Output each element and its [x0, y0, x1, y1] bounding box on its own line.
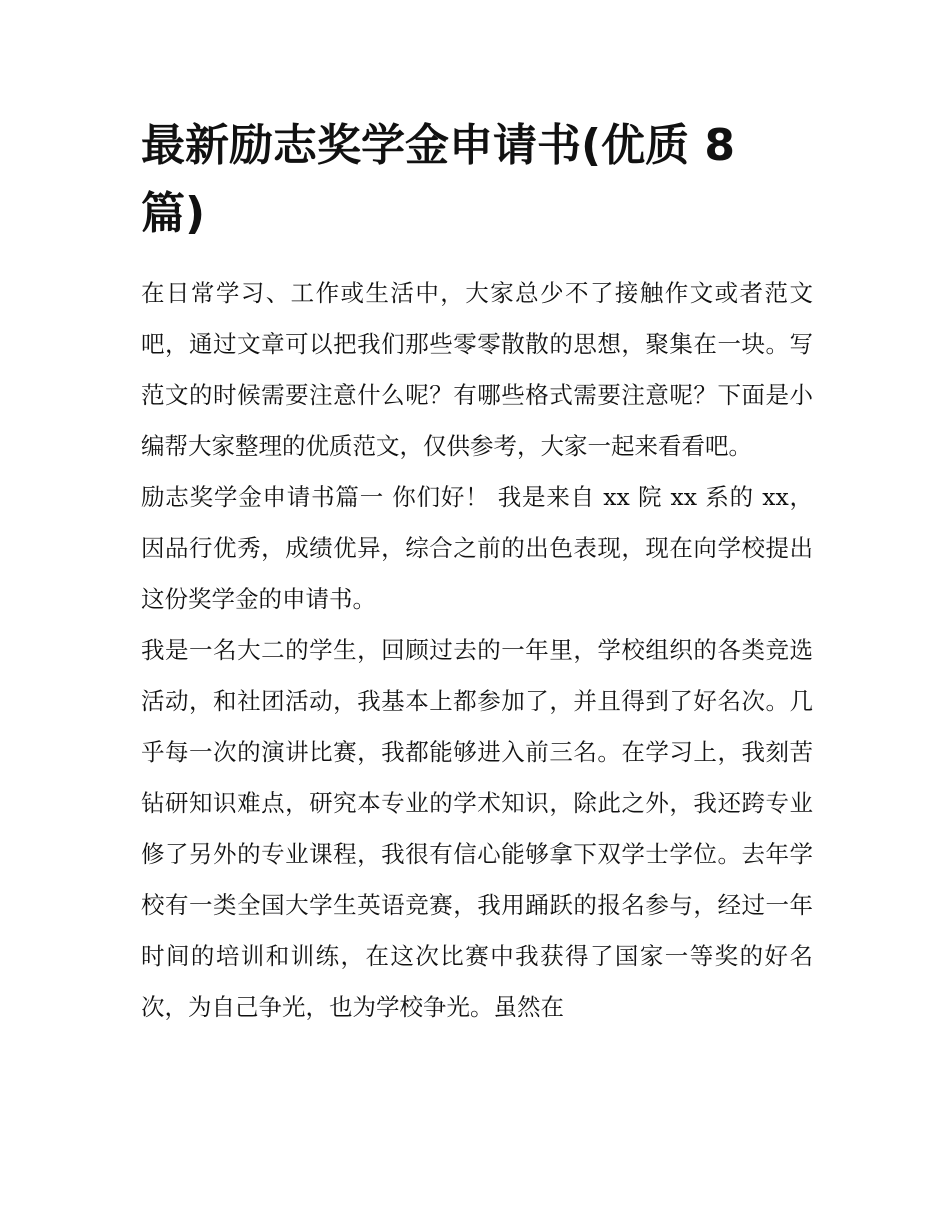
paragraph-achievements: 我是一名大二的学生，回顾过去的一年里，学校组织的各类竞选活动，和社团活动，我基本上都参加了，并且得到了好名次。几乎每一次的演讲比赛，我都能够进入前三名。在学习上，我刻苦钻研知识难点，研究本专业的学术知识，除此之外，我还跨专业修了另外的专业课程，我很有信心能够拿下双学士学位。去年学校有一类全国大学生英语竞赛，我用踊跃的报名参与，经过一年时间的培训和训练，在这次比赛中我获得了国家一等奖的好名次，为自己争光，也为学校争光。虽然在 [141, 636, 813, 1021]
document-page [141, 112, 813, 1033]
paragraph-intro: 在日常学习、工作或生活中，大家总少不了接触作文或者范文吧，通过文章可以把我们那些零零散散的思想，聚集在一块。写范文的时候需要注意什么呢？有哪些格式需要注意呢？下面是小编帮大家整理的优质范文，仅供参考，大家一起来看看吧。 [141, 279, 813, 460]
document-title: 最新励志奖学金申请书(优质 8 篇) [141, 120, 736, 239]
paragraph-greeting: 励志奖学金申请书篇一 你们好！ 我是来自 xx 院 xx 系的 xx，因品行优秀，成绩优异，综合之前的出色表现，现在向学校提出这份奖学金的申请书。 [141, 483, 813, 613]
